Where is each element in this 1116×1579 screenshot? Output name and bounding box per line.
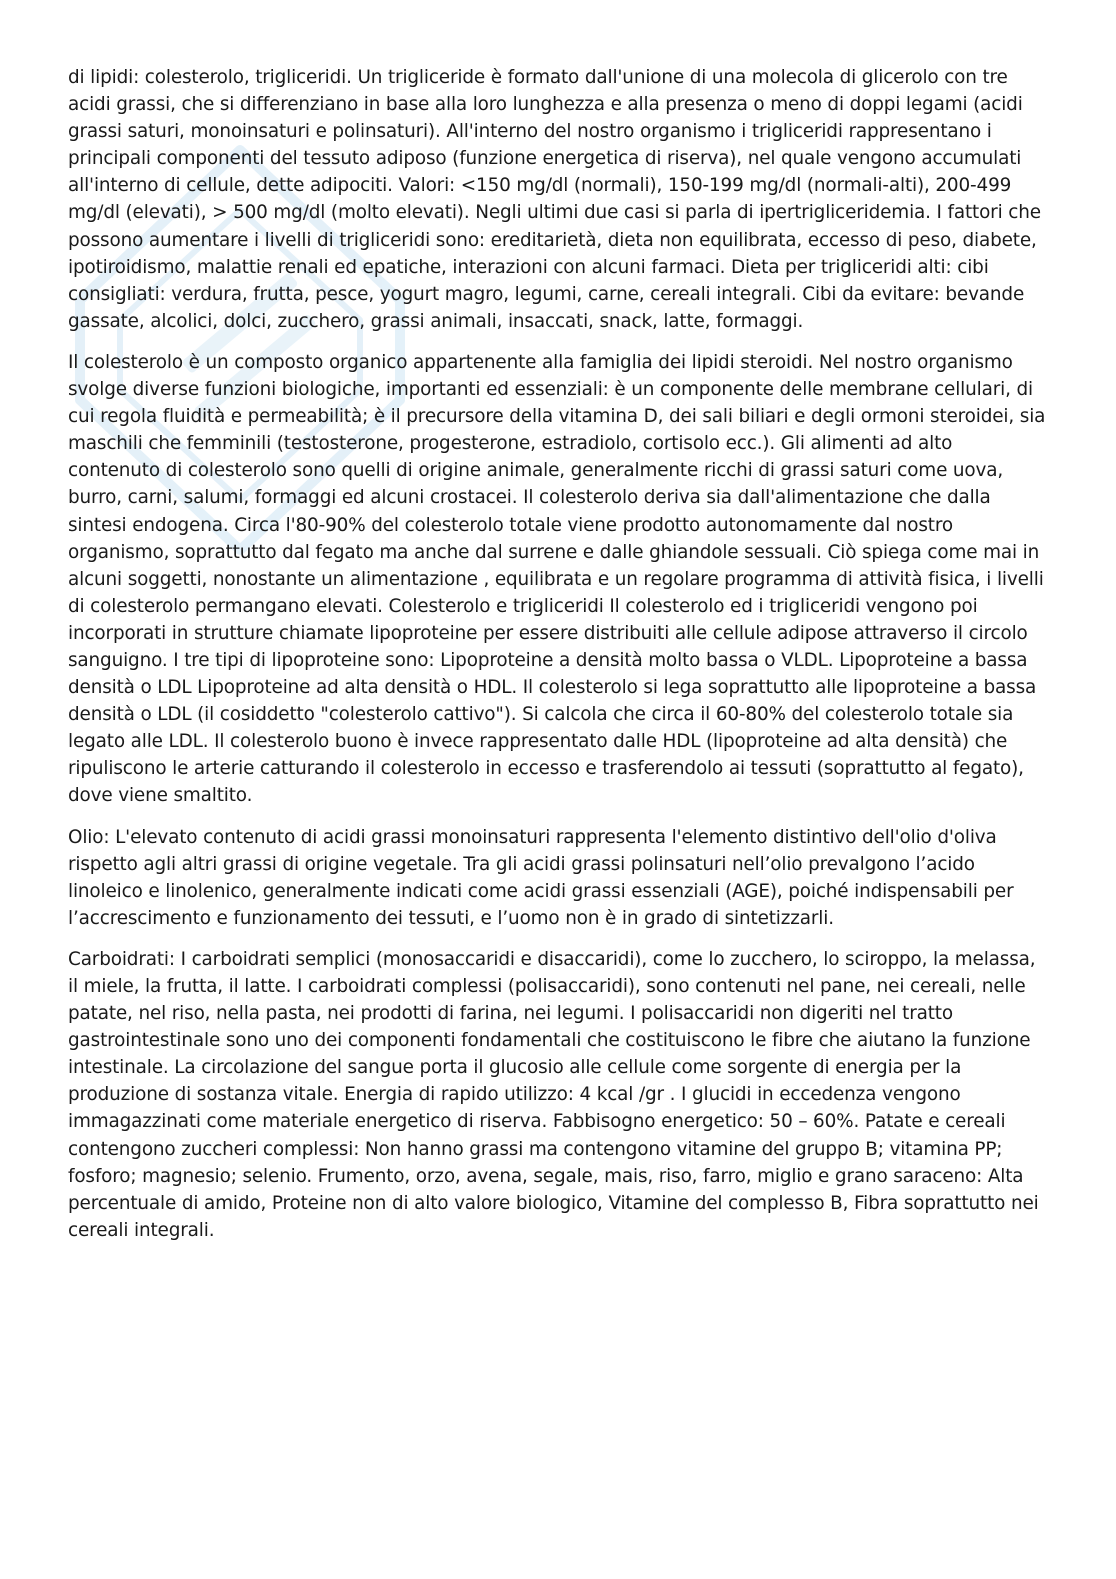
- paragraph-carboidrati: Carboidrati: I carboidrati semplici (monosaccaridi e disaccaridi), come lo zucchero, lo sciroppo, la melassa, il miele, la frutta, il latte. I carboidrati complessi (polisaccaridi), sono contenuti nel pane, nei cereali, nelle patate, nel riso, nella pasta, nei prodotti di farina, nei legumi. I polisaccaridi non digeriti nel tratto gastrointestinale sono uno dei componenti fondamentali che costituiscono le fibre che aiutano la funzione intestinale. La circolazione del sangue porta il glucosio alle cellule come sorgente di energia per la produzione di sostanza vitale. Energia di rapido utilizzo: 4 kcal /gr . I glucidi in eccedenza vengono immagazzinati come materiale energetico di riserva. Fabbisogno energetico: 50 – 60%. Patate e cereali contengono zuccheri complessi: Non hanno grassi ma contengono vitamine del gruppo B; vitamina PP; fosforo; magnesio; selenio. Frumento, orzo, avena, segale, mais, riso, farro, miglio e grano saraceno: Alta percentuale di amido, Proteine non di alto valore biologico, Vitamine del complesso B, Fibra soprattutto nei cereali integrali.: [68, 948, 1039, 1241]
- paragraph-colesterolo: Il colesterolo è un composto organico appartenente alla famiglia dei lipidi steroidi. Nel nostro organismo svolge diverse funzioni biologiche, importanti ed essenziali: è un componente delle membrane cellulari, di cui regola fluidità e permeabilità; è il precursore della vitamina D, dei sali biliari e degli ormoni steroidei, sia maschili che femminili (testosterone, progesterone, estradiolo, cortisolo ecc.). Gli alimenti ad alto contenuto di colesterolo sono quelli di origine animale, generalmente ricchi di grassi saturi come uova, burro, carni, salumi, formaggi ed alcuni crostacei. Il colesterolo deriva sia dall'alimentazione che dalla sintesi endogena. Circa l'80-90% del colesterolo totale viene prodotto autonomamente dal nostro organismo, soprattutto dal fegato ma anche dal surrene e dalle ghiandole sessuali. Ciò spiega come mai in alcuni soggetti, nonostante un alimentazione , equilibrata e un regolare programma di attività fisica, i livelli di colesterolo permangano elevati. Colesterolo e trigliceridi Il colesterolo ed i trigliceridi vengono poi incorporati in strutture chiamate lipoproteine per essere distribuiti alle cellule adipose attraverso il circolo sanguigno. I tre tipi di lipoproteine sono: Lipoproteine a densità molto bassa o VLDL. Lipoproteine a bassa densità o LDL Lipoproteine ad alta densità o HDL. Il colesterolo si lega soprattutto alle lipoproteine a bassa densità o LDL (il cosiddetto "colesterolo cattivo"). Si calcola che circa il 60-80% del colesterolo totale sia legato alle LDL. Il colesterolo buono è invece rappresentato dalle HDL (lipoproteine ad alta densità) che ripuliscono le arterie catturando il colesterolo in eccesso e trasferendolo ai tessuti (soprattutto al fegato), dove viene smaltito.: [68, 351, 1046, 807]
- paragraph-trigliceridi: di lipidi: colesterolo, trigliceridi. Un trigliceride è formato dall'unione di una molecola di glicerolo con tre acidi grassi, che si differenziano in base alla loro lunghezza e alla presenza o meno di doppi legami (acidi grassi saturi, monoinsaturi e polinsaturi). All'interno del nostro organismo i trigliceridi rappresentano i principali componenti del tessuto adiposo (funzione energetica di riserva), nel quale vengono accumulati all'interno di cellule, dette adipociti. Valori: <150 mg/dl (normali), 150-199 mg/dl (normali-alti), 200-499 mg/dl (elevati), > 500 mg/dl (molto elevati). Negli ultimi due casi si parla di ipertrigliceridemia. I fattori che possono aumentare i livelli di trigliceridi sono: ereditarietà, dieta non equilibrata, eccesso di peso, diabete, ipotiroidismo, malattie renali ed epatiche, interazioni con alcuni farmaci. Dieta per trigliceridi alti: cibi consigliati: verdura, frutta, pesce, yogurt magro, legumi, carne, cereali integrali. Cibi da evitare: bevande gassate, alcolici, dolci, zucchero, grassi animali, insaccati, snack, latte, formaggi.: [68, 67, 1041, 332]
- paragraph-olio: Olio: L'elevato contenuto di acidi grassi monoinsaturi rappresenta l'elemento distintivo dell'olio d'oliva rispetto agli altri grassi di origine vegetale. Tra gli acidi grassi polinsaturi nell’olio prevalgono l’acido linoleico e linolenico, generalmente indicati come acidi grassi essenziali (AGE), poiché indispensabili per l’accrescimento e funzionamento dei tessuti, e l’uomo non è in grado di sintetizzarli.: [68, 826, 1014, 929]
- document-body: [68, 64, 1048, 1258]
